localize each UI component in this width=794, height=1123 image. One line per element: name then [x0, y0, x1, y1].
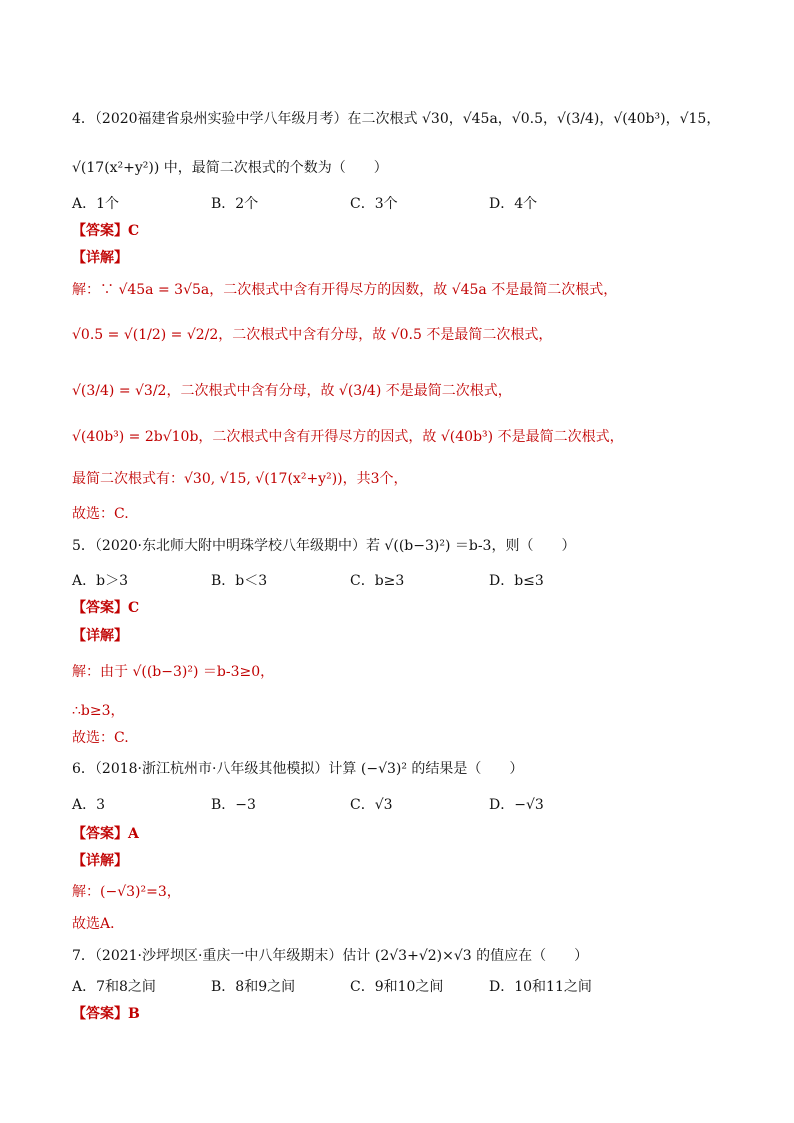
q4-option-a: A．1个	[72, 196, 120, 212]
q4-solution-1: 解：∵ √45a = 3√5a，二次根式中含有开得尽方的因数，故 √45a 不是最简二次根式，	[72, 282, 618, 298]
q5-option-b: B．b＜3	[211, 573, 268, 589]
q7-options	[72, 977, 754, 997]
q7-option-b: B．8和9之间	[211, 979, 296, 995]
q4-option-b: B．2个	[211, 196, 259, 212]
q7-option-a: A．7和8之间	[72, 979, 156, 995]
q6-option-d: D．−√3	[489, 797, 544, 813]
q5-solution-1: 解：由于 √((b−3)²) ＝b-3≥0，	[72, 664, 275, 680]
q4-answer: 【答案】C	[72, 223, 140, 239]
q6-solution-1: 解：(−√3)²=3，	[72, 884, 181, 900]
q5-solution-2: ∴b≥3，	[72, 703, 125, 719]
q4-stem-line2: √(17(x²+y²)) 中，最简二次根式的个数为（ ）	[72, 160, 388, 176]
q6-conclusion: 故选A．	[72, 916, 125, 932]
q6-stem: 6．（2018·浙江杭州市·八年级其他模拟）计算 (−√3)² 的结果是（ ）	[72, 761, 524, 777]
q7-answer: 【答案】B	[72, 1006, 140, 1022]
q5-stem: 5．（2020·东北师大附中明珠学校八年级期中）若 √((b−3)²) ＝b-3，则（ ）	[72, 538, 576, 554]
q4-solution-2: √0.5 = √(1/2) = √2/2，二次根式中含有分母，故 √0.5 不是最简二次根式，	[72, 327, 553, 343]
q4-stem-line1: 4．（2020福建省泉州实验中学八年级月考）在二次根式 √30，√45a，√0.5，√(3/4)，√(40b³)，√15，	[72, 111, 721, 127]
q5-options	[72, 571, 754, 591]
q5-conclusion: 故选：C.	[72, 730, 129, 746]
q6-detail-label: 【详解】	[72, 853, 128, 869]
q4-solution-3: √(3/4) = √3/2，二次根式中含有分母，故 √(3/4) 不是最简二次根式，	[72, 383, 512, 399]
q6-option-a: A．3	[72, 797, 106, 813]
q4-solution-4: √(40b³) = 2b√10b，二次根式中含有开得尽方的因式，故 √(40b³) 不是最简二次根式，	[72, 429, 624, 445]
q4-detail-label: 【详解】	[72, 250, 128, 266]
q4-option-d: D．4个	[489, 196, 538, 212]
q5-detail-label: 【详解】	[72, 628, 128, 644]
q7-stem: 7．（2021·沙坪坝区·重庆一中八年级期末）估计 (2√3+√2)×√3 的值应在（ ）	[72, 948, 589, 964]
q5-answer: 【答案】C	[72, 600, 140, 616]
q6-options	[72, 795, 754, 815]
q6-answer: 【答案】A	[72, 826, 139, 842]
q5-option-d: D．b≤3	[489, 573, 544, 589]
q6-option-b: B．−3	[211, 797, 256, 813]
q4-conclusion: 故选：C.	[72, 506, 129, 522]
q6-option-c: C．√3	[350, 797, 393, 813]
q4-solution-5: 最简二次根式有：√30, √15, √(17(x²+y²))，共3个，	[72, 471, 408, 487]
q4-option-c: C．3个	[350, 196, 398, 212]
q7-option-d: D．10和11之间	[489, 979, 592, 995]
q5-option-a: A．b＞3	[72, 573, 128, 589]
q4-options	[72, 194, 754, 214]
q5-option-c: C．b≥3	[350, 573, 405, 589]
q7-option-c: C．9和10之间	[350, 979, 444, 995]
